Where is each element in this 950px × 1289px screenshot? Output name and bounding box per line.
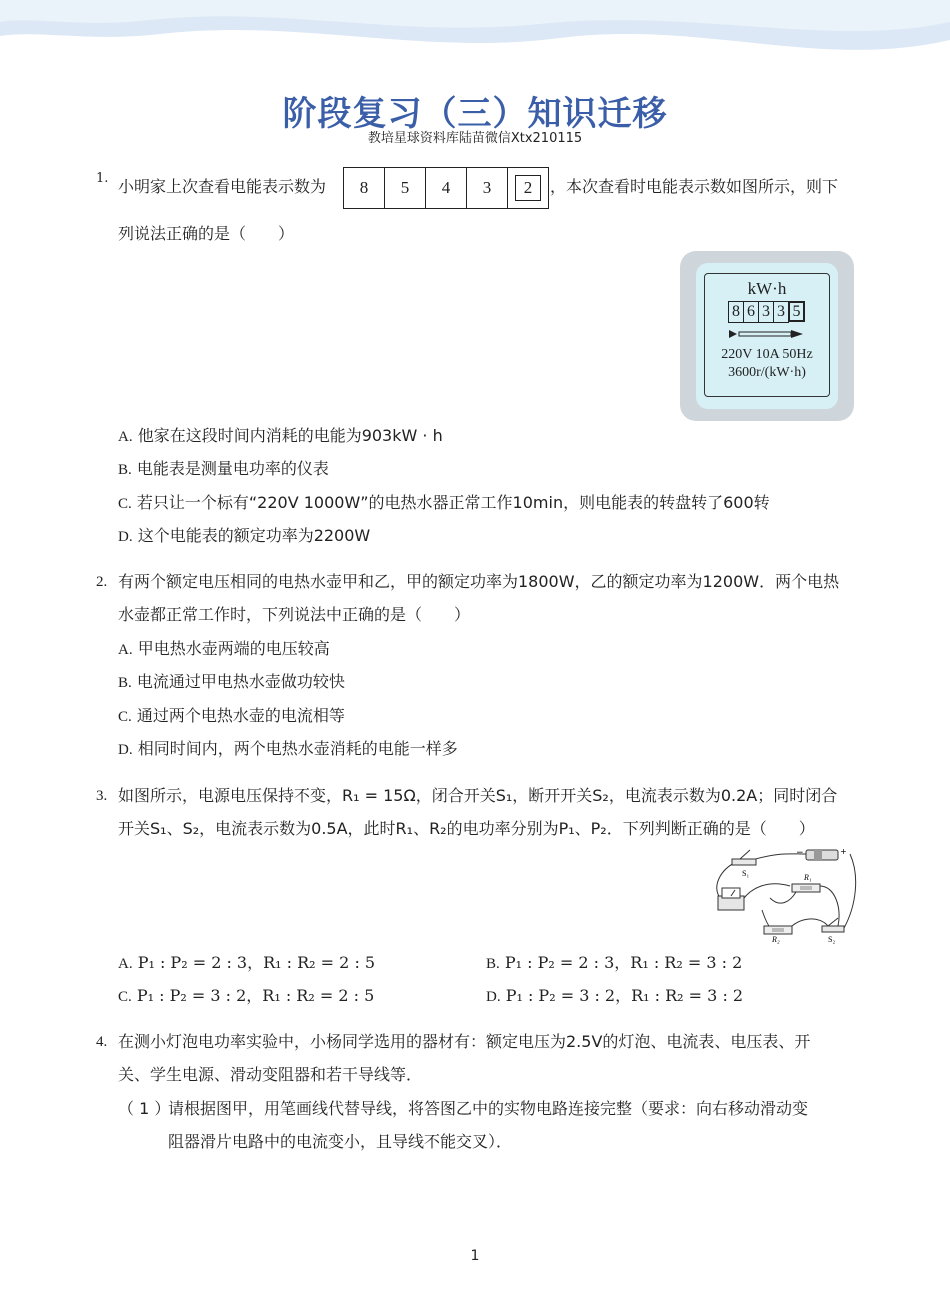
q4-line1: 在测小灯泡电功率实验中，小杨同学选用的器材有：额定电压为2.5V的灯泡、电流表、电压表、开 [118, 1032, 811, 1051]
r1-label: R₁ [804, 873, 812, 882]
q2-option-c: C. 通过两个电热水壶的电流相等 [118, 706, 345, 725]
q1-text-before: 小明家上次查看电能表示数为 [118, 177, 327, 196]
q3-line1: 如图所示，电源电压保持不变，R₁ = 15Ω，闭合开关S₁，断开开关S₂，电流表示数为0.2A；同时闭合 [118, 786, 838, 805]
q1-option-d: D. 这个电能表的额定功率为2200W [118, 526, 371, 545]
q2-option-a: A. 甲电热水壶两端的电压较高 [118, 639, 330, 658]
battery-plus-label: + [840, 847, 847, 856]
page-title: 阶段复习（三）知识迁移 [282, 94, 668, 134]
meter-reading [705, 301, 829, 323]
q1-line2: 列说法正确的是（ ） [118, 224, 295, 243]
circuit-diagram-figure [710, 846, 858, 946]
q3-option-b: B. P₁ : P₂ = 2 : 3，R₁ : R₂ = 3 : 2 [486, 953, 743, 972]
page-number: 1 [470, 1248, 480, 1264]
q4-sub1-line2: 阻器滑片电路中的电流变小，且导线不能交叉）． [168, 1132, 513, 1151]
q1-text-after: ，本次查看时电能表示数如图所示，则下 [550, 177, 839, 196]
battery-minus-label: − [796, 848, 804, 858]
meter-spec-1: 220V 10A 50Hz [721, 347, 813, 362]
meter-digit: 3 [758, 301, 774, 323]
q3-option-a: A. P₁ : P₂ = 2 : 3，R₁ : R₂ = 2 : 5 [118, 953, 376, 972]
q1-option-a: A. 他家在这段时间内消耗的电能为903kW · h [118, 426, 443, 445]
q4-sub1-line1: 请根据图甲，用笔画线代替导线，将答图乙中的实物电路连接完整（要求：向右移动滑动变 [168, 1099, 809, 1118]
meter-unit: kW·h [747, 279, 787, 298]
reading-digit: 5 [385, 168, 426, 208]
boxed-digit: 2 [515, 175, 541, 201]
meter-digit: 8 [728, 301, 744, 323]
q2-line1: 有两个额定电压相同的电热水壶甲和乙，甲的额定功率为1800W，乙的额定功率为1200W．两个电热 [118, 572, 840, 591]
r2-label: R₂ [772, 935, 780, 944]
q3-option-c: C. P₁ : P₂ = 3 : 2，R₁ : R₂ = 2 : 5 [118, 986, 375, 1005]
q4-line2: 关、学生电源、滑动变阻器和若干导线等． [118, 1065, 423, 1084]
page-subtitle: 教培星球资料库陆苗微信Xtx210115 [367, 131, 583, 146]
reading-digit-decimal [508, 168, 548, 208]
q1-option-c: C. 若只让一个标有“220V 1000W”的电热水器正常工作10min，则电能表的转盘转了600转 [118, 493, 770, 512]
switch-s1-icon [732, 850, 756, 865]
reading-digit: 3 [467, 168, 508, 208]
meter-digit-decimal: 5 [788, 301, 805, 322]
reading-digit: 4 [426, 168, 467, 208]
s1-label: S₁ [742, 869, 750, 878]
q3-line2: 开关S₁、S₂，电流表示数为0.5A，此时R₁、R₂的电功率分别为P₁、P₂．下列判断正确的是（ ） [118, 819, 815, 838]
resistor-r1-icon [792, 884, 820, 892]
q4-sub1-label: （ 1 ） [118, 1099, 171, 1118]
q3-number: 3. [96, 788, 108, 804]
header-wave-decoration [0, 0, 950, 70]
q1-option-b: B. 电能表是测量电功率的仪表 [118, 459, 329, 478]
resistor-r2-icon [764, 926, 792, 934]
meter-spec-2: 3600r/(kW·h) [728, 365, 806, 380]
switch-s2-icon [822, 918, 844, 932]
s2-label: S₂ [828, 935, 836, 944]
meter-arrow-icon [727, 328, 807, 340]
q3-option-d: D. P₁ : P₂ = 3 : 2，R₁ : R₂ = 3 : 2 [486, 986, 744, 1005]
q2-option-d: D. 相同时间内，两个电热水壶消耗的电能一样多 [118, 739, 458, 758]
q1-previous-reading [343, 167, 549, 209]
q1-number: 1. [96, 171, 109, 186]
battery-icon [806, 850, 838, 860]
meter-digit: 3 [773, 301, 789, 323]
q2-option-b: B. 电流通过甲电热水壶做功较快 [118, 672, 345, 691]
meter-digit: 6 [743, 301, 759, 323]
electric-meter-figure [680, 251, 854, 421]
reading-digit: 8 [344, 168, 385, 208]
ammeter-icon [718, 888, 744, 910]
q4-number: 4. [96, 1034, 108, 1050]
q2-line2: 水壶都正常工作时，下列说法中正确的是（ ） [118, 605, 471, 624]
q2-number: 2. [96, 574, 108, 590]
